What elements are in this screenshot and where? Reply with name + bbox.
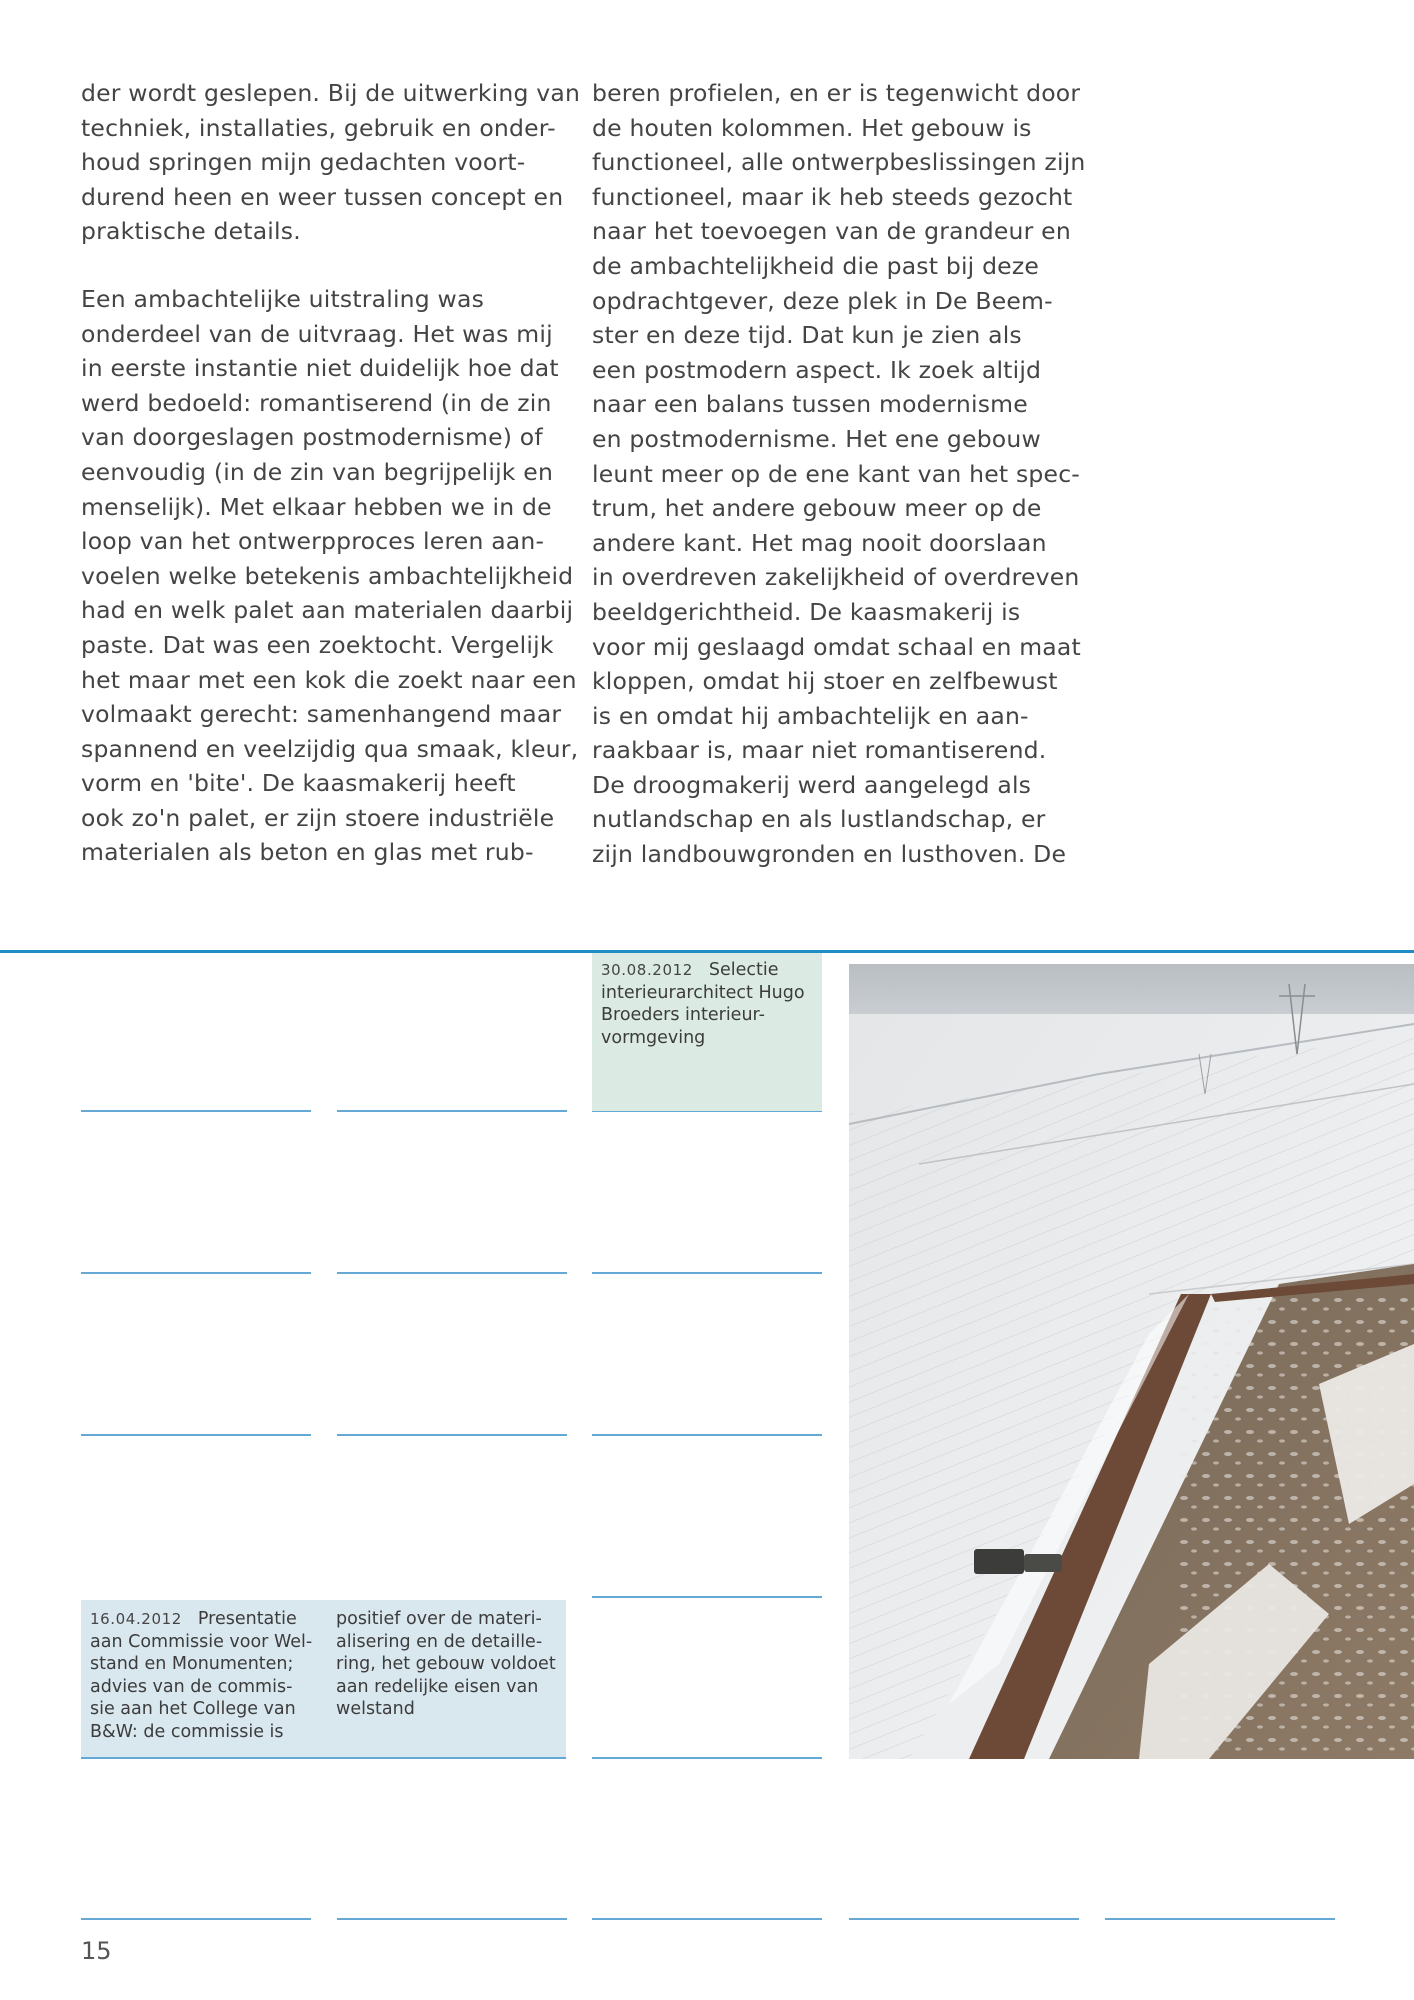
grid-rule [592, 1434, 822, 1436]
text-line: materialen als beton en glas met rub- [81, 838, 534, 867]
text-line: nutlandschap en als lustlandschap, er [592, 805, 1046, 834]
text-line: het maar met een kok die zoekt naar een [81, 665, 577, 694]
timeline-line: interieurarchitect Hugo [601, 982, 805, 1003]
text-line: praktische details. [81, 217, 301, 246]
timeline-line: 16.04.2012 Presentatie [90, 1609, 297, 1629]
text-line: en postmodernisme. Het ene gebouw [592, 424, 1041, 453]
timeline-line: vormgeving [601, 1027, 706, 1048]
text-line: raakbaar is, maar niet romantiserend. [592, 736, 1047, 765]
text-line: functioneel, alle ontwerpbeslissingen zijn [592, 148, 1086, 177]
text-line: beren profielen, en er is tegenwicht door [592, 79, 1081, 107]
text-line: werd bedoeld: romantiserend (in de zin [81, 388, 552, 417]
grid-rule [592, 1272, 822, 1274]
text-line: opdrachtgever, deze plek in De Beem- [592, 286, 1053, 315]
text-line: vorm en 'bite'. De kaasmakerij heeft [81, 769, 516, 798]
text-line: trum, het andere gebouw meer op de [592, 494, 1042, 523]
text-line: van doorgeslagen postmodernisme) of [81, 423, 543, 452]
timeline-line: positief over de materi- [336, 1609, 542, 1629]
text-line: een postmodern aspect. Ik zoek altijd [592, 355, 1042, 384]
text-line: zijn landbouwgronden en lusthoven. De [592, 840, 1067, 869]
timeline-line: ring, het gebouw voldoet [336, 1654, 556, 1674]
grid-rule [337, 1272, 567, 1274]
text-line: paste. Dat was een zoektocht. Vergelijk [81, 630, 554, 659]
grid-rule [592, 1918, 822, 1920]
text-line: menselijk). Met elkaar hebben we in de [81, 492, 552, 521]
timeline-entry-col1 [90, 1608, 312, 1743]
grid-rule [1105, 1918, 1335, 1920]
grid-rule [337, 1918, 567, 1920]
text-line: spannend en veelzijdig qua smaak, kleur, [81, 734, 579, 763]
grid-rule [849, 1918, 1079, 1920]
text-line: is en omdat hij ambachtelijk en aan- [592, 701, 1029, 730]
grid-rule [81, 1757, 566, 1759]
timeline-entry-presentatie [81, 1600, 566, 1757]
text-line: ster en deze tijd. Dat kun je zien als [592, 321, 1022, 350]
paragraph-2 [81, 282, 579, 870]
timeline-line: aan Commissie voor Wel- [90, 1631, 313, 1652]
grid-rule [81, 1918, 311, 1920]
timeline-line: 30.08.2012 Selectie [601, 960, 779, 980]
paragraph-3 [592, 76, 1086, 872]
text-line: techniek, installaties, gebruik en onder- [81, 113, 556, 142]
text-line: functioneel, maar ik heb steeds gezocht [592, 182, 1073, 211]
grid-rule [81, 1272, 311, 1274]
body-column-left [81, 76, 581, 903]
body-column-right [592, 76, 1086, 905]
text-line: naar een balans tussen modernisme [592, 390, 1028, 419]
timeline-line: welstand [336, 1699, 415, 1719]
grid-rule [592, 1596, 822, 1598]
paragraph-1 [81, 76, 581, 249]
timeline-date: 16.04.2012 [90, 1610, 182, 1628]
grid-rule [592, 1757, 822, 1759]
timeline-line: advies van de commis- [90, 1676, 293, 1697]
timeline-line: stand en Monumenten; [90, 1654, 294, 1674]
timeline-entry-selectie [592, 953, 822, 1111]
grid-rule [81, 1434, 311, 1436]
text-line: in overdreven zakelijkheid of overdreven [592, 563, 1080, 592]
text-line: der wordt geslepen. Bij de uitwerking van [81, 79, 581, 107]
text-line: kloppen, omdat hij stoer en zelfbewust [592, 667, 1058, 696]
text-line: ook zo'n palet, er zijn stoere industriële [81, 803, 555, 832]
timeline-line: sie aan het College van [90, 1699, 296, 1719]
timeline-line: aan redelijke eisen van [336, 1676, 539, 1697]
text-line: houd springen mijn gedachten voort- [81, 148, 526, 177]
text-line: had en welk palet aan materialen daarbij [81, 596, 574, 625]
text-line: onderdeel van de uitvraag. Het was mij [81, 319, 553, 348]
text-line: voelen welke betekenis ambachtelijkheid [81, 561, 574, 590]
text-line: De droogmakerij werd aangelegd als [592, 770, 1032, 799]
text-line: Een ambachtelijke uitstraling was [81, 284, 485, 313]
timeline-date: 30.08.2012 [601, 961, 693, 979]
timeline-line: alisering en de detaille- [336, 1631, 543, 1652]
text-line: voor mij geslaagd omdat schaal en maat [592, 632, 1081, 661]
text-line: leunt meer op de ene kant van het spec- [592, 459, 1080, 488]
text-line: de ambachtelijkheid die past bij deze [592, 251, 1040, 280]
grid-rule [337, 1434, 567, 1436]
grid-rule [337, 1110, 567, 1112]
text-line: durend heen en weer tussen concept en [81, 182, 564, 211]
photo-vehicle [974, 1549, 1024, 1574]
text-line: de houten kolommen. Het gebouw is [592, 113, 1032, 142]
timeline-line: B&W: de commissie is [90, 1721, 284, 1742]
text-line: andere kant. Het mag nooit doorslaan [592, 528, 1047, 557]
text-line: volmaakt gerecht: samenhangend maar [81, 700, 562, 729]
timeline-line: Broeders interieur- [601, 1005, 765, 1025]
timeline-entry-col2 [336, 1608, 556, 1721]
page-number: 15 [81, 1937, 112, 1965]
grid-rule [81, 1110, 311, 1112]
text-line: naar het toevoegen van de grandeur en [592, 217, 1071, 246]
text-line: in eerste instantie niet duidelijk hoe dat [81, 354, 559, 383]
aerial-snow-landscape-photo [849, 964, 1414, 1759]
text-line: loop van het ontwerpproces leren aan- [81, 527, 545, 556]
text-line: eenvoudig (in de zin van begrijpelijk en [81, 457, 554, 486]
text-line: beeldgerichtheid. De kaasmakerij is [592, 597, 1021, 626]
